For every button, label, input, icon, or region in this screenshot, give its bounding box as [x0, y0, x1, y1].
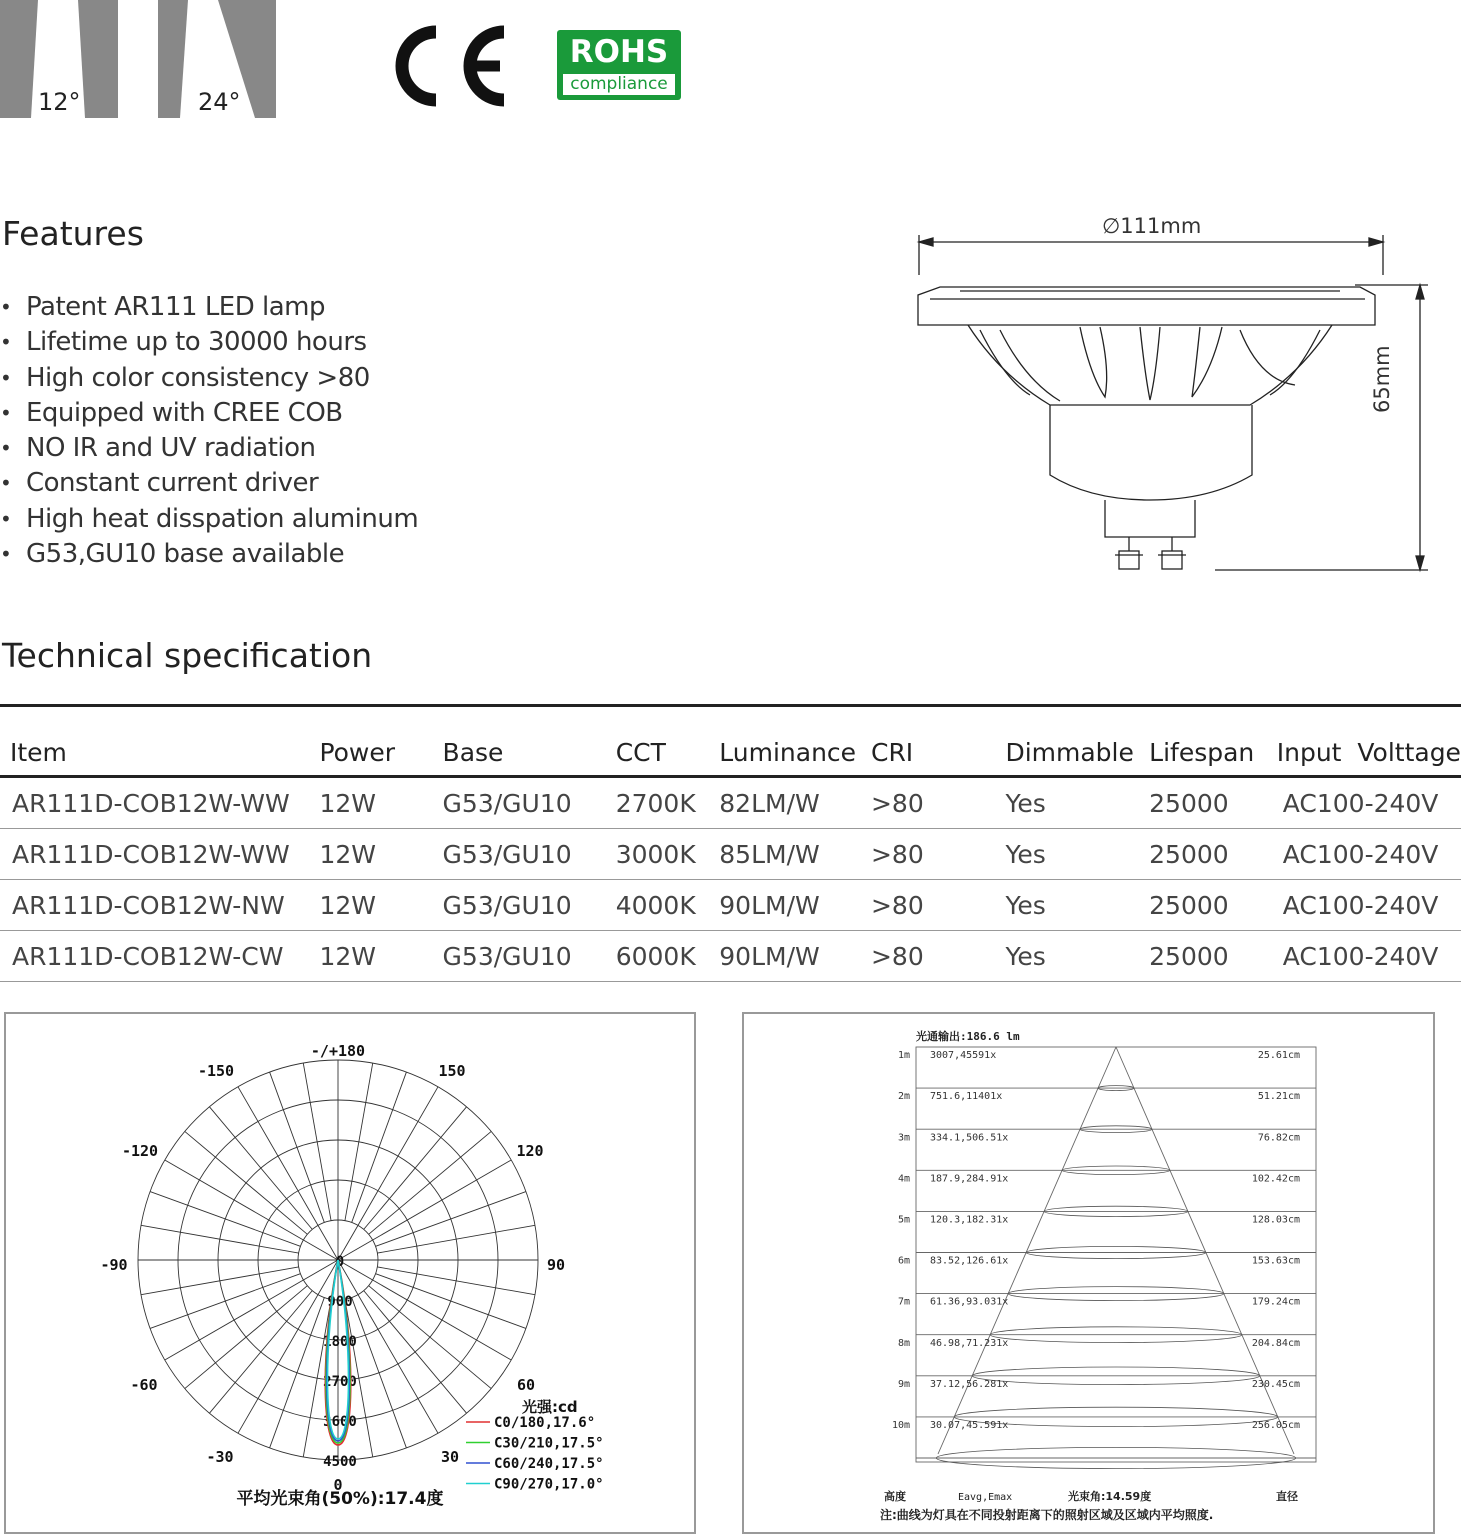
cell-dimmable: Yes: [1005, 880, 1149, 931]
cell-luminance: 85LM/W: [719, 829, 871, 880]
cell-input-voltage: AC100-240V: [1277, 880, 1461, 931]
feature-item: • High heat disspation aluminum: [0, 503, 419, 534]
cone-distance-label: 2m: [897, 1091, 910, 1103]
header-cri: CRI: [871, 706, 1005, 777]
cone-illuminance-label: 120.3,182.31x: [930, 1214, 1009, 1226]
cell-cri: >80: [871, 931, 1005, 982]
polar-ring-label: 3600: [323, 1414, 357, 1430]
polar-ring-label: 900: [327, 1294, 353, 1310]
cell-cct: 3000K: [616, 829, 720, 880]
polar-angle-label: -150: [197, 1062, 235, 1080]
cell-cri: >80: [871, 777, 1005, 829]
cone-diameter-label: 128.03cm: [1251, 1214, 1300, 1226]
cone-illuminance-label: 61.36,93.031x: [930, 1296, 1009, 1308]
polar-legend-label: C90/270,17.0°: [494, 1476, 604, 1493]
cell-lifespan: 25000: [1149, 829, 1277, 880]
cell-input-voltage: AC100-240V: [1277, 777, 1461, 829]
cell-lifespan: 25000: [1149, 777, 1277, 829]
polar-legend-label: C60/240,17.5°: [494, 1456, 604, 1472]
cell-lifespan: 25000: [1149, 880, 1277, 931]
cell-power: 12W: [319, 931, 442, 982]
cone-illuminance-label: 37.12,56.281x: [930, 1378, 1009, 1390]
polar-legend-label: C0/180,17.6°: [494, 1415, 596, 1431]
cone-distance-label: 1m: [897, 1050, 910, 1062]
cell-luminance: 82LM/W: [719, 777, 871, 829]
cone-diameter-label: 51.21cm: [1257, 1091, 1300, 1103]
cone-side: [1116, 1047, 1294, 1454]
cell-base: G53/GU10: [443, 931, 616, 982]
polar-angle-label: 120: [516, 1142, 544, 1160]
header-item: Item: [0, 706, 319, 777]
feature-item: • G53,GU10 base available: [0, 539, 345, 570]
rohs-subtitle: compliance: [563, 74, 675, 95]
cone-distance-label: 5m: [897, 1214, 910, 1226]
cell-dimmable: Yes: [1005, 931, 1149, 982]
polar-angle-label: -90: [100, 1256, 128, 1274]
polar-ring-label: 4500: [323, 1454, 357, 1470]
cell-item: AR111D-COB12W-CW: [0, 931, 319, 982]
features-list: [0, 290, 418, 572]
table-row: [0, 931, 1461, 982]
polar-angle-label: -/+180: [310, 1042, 366, 1060]
polar-angle-label: -60: [130, 1376, 158, 1394]
table-row: [0, 829, 1461, 880]
polar-legend-title: 光强:cd: [522, 1398, 578, 1416]
cell-cri: >80: [871, 880, 1005, 931]
cone-footer-height: 高度: [884, 1490, 906, 1503]
illuminance-cone-diagram: [744, 1014, 1433, 1532]
polar-angle-label: 60: [516, 1376, 536, 1394]
cone-distance-label: 9m: [897, 1378, 910, 1390]
height-label: 65mm: [1370, 345, 1394, 413]
cone-illuminance-label: 751.6,11401x: [930, 1091, 1003, 1103]
cell-luminance: 90LM/W: [719, 931, 871, 982]
cone-illuminance-label: 30.07,45.591x: [930, 1420, 1009, 1431]
beam-angle-24-icon: [158, 0, 276, 118]
cell-item: AR111D-COB12W-WW: [0, 829, 319, 880]
cell-lifespan: 25000: [1149, 931, 1277, 982]
cone-illuminance-label: 334.1,506.51x: [930, 1132, 1009, 1144]
spec-table: [0, 704, 1461, 982]
cone-note: 注:曲线为灯具在不同投射距离下的照射区域及区域内平均照度.: [880, 1508, 1214, 1522]
cone-diameter-label: 230.45cm: [1251, 1378, 1300, 1390]
cone-illuminance-label: 3007,45591x: [930, 1050, 997, 1062]
cone-distance-label: 7m: [897, 1296, 910, 1308]
cell-dimmable: Yes: [1005, 777, 1149, 829]
cone-distance-label: 6m: [897, 1255, 910, 1267]
polar-angle-label: 0: [333, 1476, 343, 1494]
cone-diameter-label: 179.24cm: [1251, 1296, 1300, 1308]
cone-distance-label: 10m: [891, 1420, 910, 1431]
cone-distance-label: 8m: [897, 1337, 910, 1349]
beam-angle-12-icon: [0, 0, 118, 118]
cell-dimmable: Yes: [1005, 829, 1149, 880]
lamp-dimension-drawing: [900, 205, 1440, 580]
polar-angle-label: -120: [121, 1142, 159, 1160]
cone-diameter-label: 102.42cm: [1251, 1173, 1300, 1185]
rohs-badge: [557, 30, 681, 100]
cell-cct: 2700K: [616, 777, 720, 829]
feature-item: • High color consistency >80: [0, 362, 370, 393]
table-row: [0, 880, 1461, 931]
cone-diameter-label: 204.84cm: [1251, 1337, 1300, 1349]
cell-cri: >80: [871, 829, 1005, 880]
cell-cct: 6000K: [616, 931, 720, 982]
spec-title: Technical specification: [2, 636, 373, 675]
features-title: Features: [2, 214, 144, 253]
cell-cct: 4000K: [616, 880, 720, 931]
cell-power: 12W: [319, 880, 442, 931]
polar-footer: 平均光束角(50%):17.4度: [236, 1489, 444, 1509]
cone-distance-label: 3m: [897, 1132, 910, 1144]
beam-angle-24-label: 24°: [198, 88, 241, 116]
cone-title: 光通输出:186.6 lm: [916, 1030, 1020, 1043]
feature-item: • Lifetime up to 30000 hours: [0, 327, 367, 358]
cone-diameter-label: 153.63cm: [1251, 1255, 1300, 1267]
cell-base: G53/GU10: [443, 829, 616, 880]
cell-input-voltage: AC100-240V: [1277, 829, 1461, 880]
header-lifespan: Lifespan: [1149, 706, 1277, 777]
illuminance-cone-panel: [742, 1012, 1435, 1534]
polar-legend-label: C30/210,17.5°: [494, 1435, 604, 1452]
cell-input-voltage: AC100-240V: [1277, 931, 1461, 982]
cell-power: 12W: [319, 777, 442, 829]
feature-item: • Equipped with CREE COB: [0, 397, 343, 428]
feature-item: • Patent AR111 LED lamp: [0, 292, 325, 322]
header-dimmable: Dimmable: [1005, 706, 1149, 777]
feature-item: • NO IR and UV radiation: [0, 433, 316, 464]
cone-diameter-label: 25.61cm: [1257, 1050, 1300, 1062]
cone-footer-eavg: Eavg,Emax: [958, 1492, 1013, 1503]
polar-angle-label: -30: [206, 1448, 234, 1466]
spec-header-row: [0, 706, 1461, 777]
cell-item: AR111D-COB12W-WW: [0, 777, 319, 829]
header-luminance: Luminance: [719, 706, 871, 777]
polar-angle-label: 30: [440, 1448, 460, 1466]
cell-item: AR111D-COB12W-NW: [0, 880, 319, 931]
polar-intensity-panel: [4, 1012, 696, 1534]
header-base: Base: [443, 706, 616, 777]
rohs-title: ROHS: [569, 34, 669, 70]
cone-footer-diameter: 直径: [1276, 1490, 1298, 1503]
polar-ring-label: 0: [335, 1254, 345, 1270]
header-input-voltage: Input Volttage: [1277, 706, 1461, 777]
cone-illuminance-label: 83.52,126.61x: [930, 1255, 1009, 1267]
cell-base: G53/GU10: [443, 777, 616, 829]
cone-illuminance-label: 187.9,284.91x: [930, 1173, 1009, 1185]
polar-angle-label: 150: [438, 1062, 466, 1080]
cone-diameter-label: 76.82cm: [1257, 1132, 1300, 1144]
cone-illuminance-label: 46.98,71.231x: [930, 1337, 1009, 1349]
table-row: [0, 777, 1461, 829]
cone-frame: [916, 1047, 1316, 1462]
polar-ring-label: 1800: [323, 1334, 357, 1350]
header-power: Power: [319, 706, 442, 777]
feature-item: • Constant current driver: [0, 468, 319, 499]
cone-diameter-label: 256.05cm: [1251, 1420, 1300, 1431]
diameter-label: ∅111mm: [1102, 214, 1202, 238]
polar-ring-label: 2700: [323, 1374, 357, 1390]
cell-base: G53/GU10: [443, 880, 616, 931]
cone-distance-label: 4m: [897, 1173, 910, 1185]
beam-angle-12-label: 12°: [38, 88, 81, 116]
cell-power: 12W: [319, 829, 442, 880]
ce-mark-logo: [390, 24, 510, 108]
cone-side: [938, 1047, 1116, 1454]
polar-intensity-diagram: [6, 1014, 694, 1532]
polar-angle-label: 90: [546, 1256, 566, 1274]
cell-luminance: 90LM/W: [719, 880, 871, 931]
cone-footer-beam: 光束角:14.59度: [1068, 1490, 1152, 1503]
header-cct: CCT: [616, 706, 720, 777]
